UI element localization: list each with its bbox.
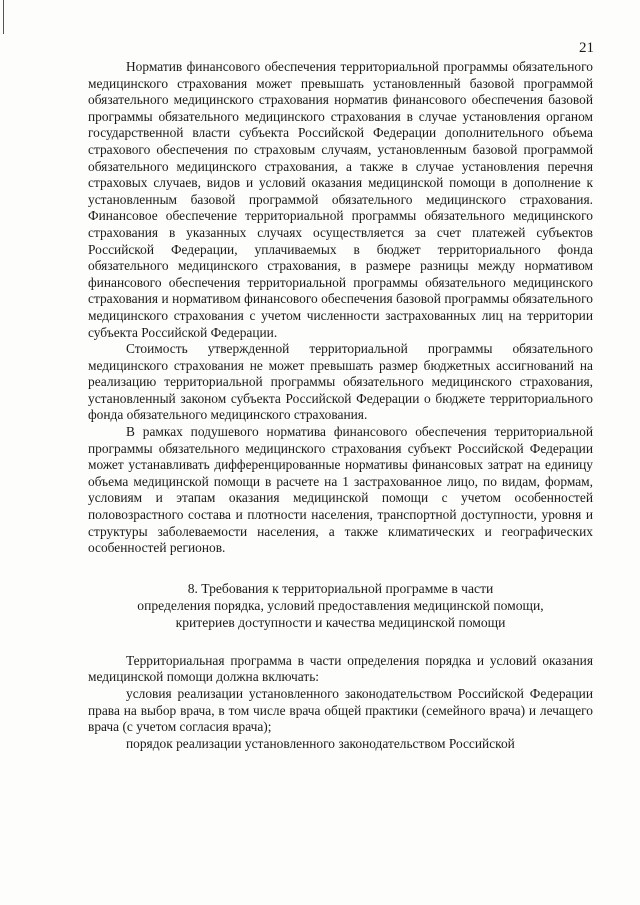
paragraph-program-cost: Стоимость утвержденной территориальной программы обязательного медицинского страхования не может превышать размер бюджетных ассигнований на реализацию территориальной программы обязательного медицинского страхования, установленный законом субъекта Российской Федерации о бюджете территориального фонда обязательного медицинского страхования. [88, 341, 593, 423]
scan-edge-mark [3, 0, 4, 34]
page-body [88, 59, 593, 752]
paragraph-program-requirements: Территориальная программа в части определения порядка и условий оказания медицинской помощи должна включать: [88, 652, 593, 685]
section-heading-line-3: критериев доступности и качества медицинской помощи [175, 614, 506, 630]
section-heading-line-1: 8. Требования к территориальной программе в части [187, 580, 494, 596]
list-item-doctor-choice: условия реализации установленного законодательством Российской Федерации права на выбор врача, в том числе врача общей практики (семейного врача) и лечащего врача (с учетом согласия врача); [88, 686, 593, 735]
list-item-implementation-order: порядок реализации установленного законодательством Российской [126, 735, 515, 751]
page-number: 21 [579, 40, 594, 56]
paragraph-per-capita-norm: В рамках подушевого норматива финансового обеспечения территориальной программы обязательного медицинского страхования субъект Российской Федерации может устанавливать дифференцированные нормативы финансовых затрат на единицу объема медицинской помощи в расчете на 1 застрахованное лицо, по видам, формам, условиям и этапам оказания медицинской помощи с учетом особенностей половозрастного состава и плотности населения, транспортной доступности, уровня и структуры заболеваемости населения, а также климатических и географических особенностей регионов. [88, 424, 593, 556]
section-heading-line-2: определения порядка, условий предоставления медицинской помощи, [137, 597, 544, 613]
paragraph-financing-norm: Норматив финансового обеспечения территориальной программы обязательного медицинского страхования может превышать установленный базовой программой обязательного медицинского страхования норматив финансового обеспечения базовой программы обязательного медицинского страхования в случае установления органом государственной власти субъекта Российской Федерации дополнительного объема страхового обеспечения по страховым случаям, установленным базовой программой обязательного медицинского страхования, а также в случае установления перечня страховых случаев, видов и условий оказания медицинской помощи в дополнение к установленным базовой программой обязательного медицинского страхования. Финансовое обеспечение территориальной программы обязательного медицинского страхования в указанных случаях осуществляется за счет платежей субъектов Российской Федерации, уплачиваемых в бюджет территориального фонда обязательного медицинского страхования, в размере разницы между нормативом финансового обеспечения территориальной программы обязательного медицинского страхования и нормативом финансового обеспечения базовой программы обязательного медицинского страхования с учетом численности застрахованных лиц на территории субъекта Российской Федерации. [88, 59, 593, 340]
section-heading [88, 580, 593, 631]
